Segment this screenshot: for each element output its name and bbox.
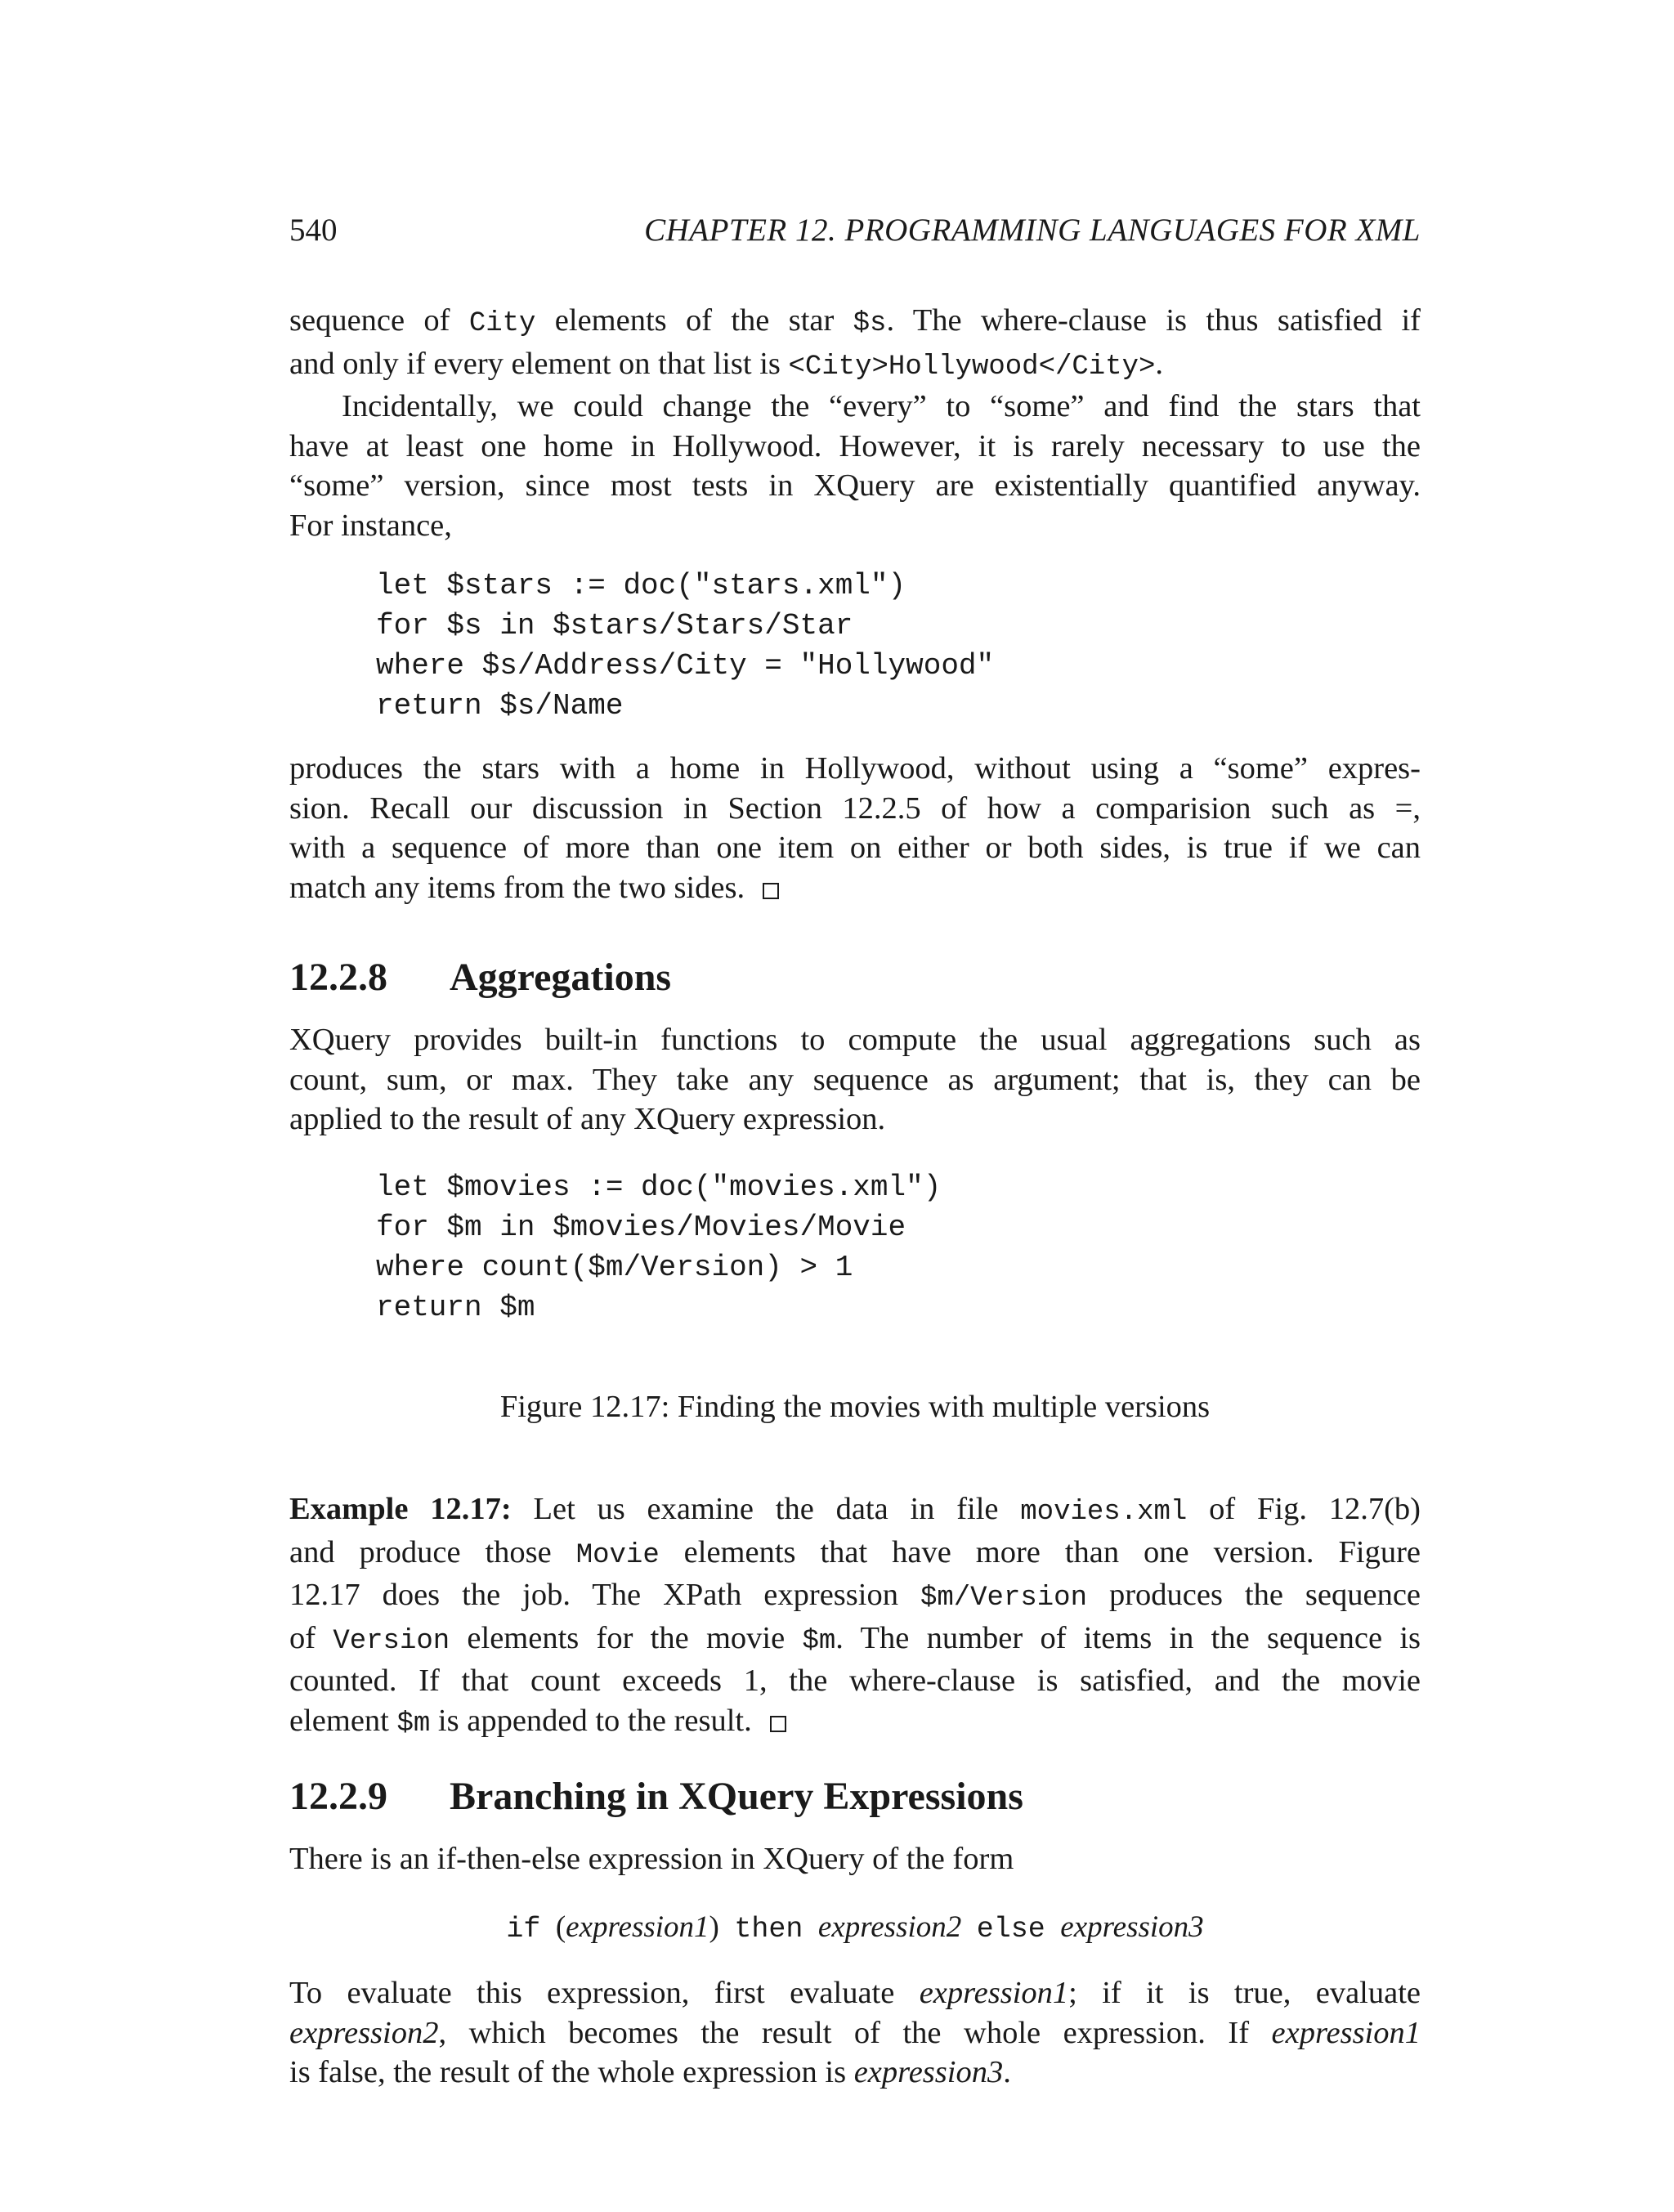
text-line: sequence of City elements of the star $s. The where-clause is thus satisfied if	[289, 303, 1421, 339]
code-block-movies	[376, 1167, 941, 1328]
text-line: count, sum, or max. They take any sequence as argument; that is, they can be	[289, 1062, 1421, 1097]
text-line: of Version elements for the movie $m. The number of items in the sequence is	[289, 1620, 1421, 1657]
text-line: element $m is appended to the result.	[289, 1701, 1421, 1744]
paragraph-if-then-else	[289, 1839, 1421, 1879]
example-label: Example 12.17:	[289, 1492, 512, 1526]
page-header	[289, 206, 1421, 255]
text-line: produces the stars with a home in Hollywood, without using a “some” expres-	[289, 751, 1421, 786]
end-of-proof-icon	[763, 883, 779, 899]
text-line: sion. Recall our discussion in Section 12.2.5 of how a comparision such as =,	[289, 790, 1421, 826]
example-12-17	[289, 1489, 1421, 1744]
text-line: XQuery provides built-in functions to compute the usual aggregations such as	[289, 1023, 1421, 1057]
text-line: counted. If that count exceeds 1, the where-clause is satisfied, and the movie	[289, 1663, 1421, 1699]
figure-caption: Figure 12.17: Finding the movies with multiple versions	[499, 1390, 1211, 1424]
text-line: There is an if-then-else expression in XQuery of the form	[289, 1842, 1014, 1876]
end-of-proof-icon	[770, 1716, 786, 1732]
code-line: return $s/Name	[376, 689, 624, 723]
section-number: 12.2.9	[289, 1775, 387, 1818]
text-line: Example 12.17: Let us examine the data in file movies.xml of Fig. 12.7(b)	[289, 1492, 1421, 1528]
section-number: 12.2.8	[289, 956, 387, 999]
text-line: expression2, which becomes the result of the whole expression. If expression1	[289, 2015, 1421, 2050]
text-line: 12.17 does the job. The XPath expression $m/Version produces the sequence	[289, 1578, 1421, 1614]
text-line: with a sequence of more than one item on either or both sides, is true if we can	[289, 831, 1421, 866]
text-line: For instance,	[289, 508, 452, 543]
code-line: let $stars := doc("stars.xml")	[376, 569, 906, 602]
text-line: have at least one home in Hollywood. However, it is rarely necessary to use the	[289, 428, 1421, 463]
text-line: and produce those Movie elements that have more than one version. Figure	[289, 1534, 1421, 1571]
page-number: 540	[289, 213, 338, 248]
text-line: To evaluate this expression, first evaluate expression1; if it is true, evaluate	[289, 1976, 1421, 2010]
text-line: “some” version, since most tests in XQuery are existentially quantified anyway.	[289, 468, 1421, 504]
code-line: for $m in $movies/Movies/Movie	[376, 1211, 906, 1244]
paragraph-aggregations	[289, 1020, 1421, 1140]
display-expression: if (expression1) then expression2 else expression3	[506, 1910, 1204, 1946]
text-line: and only if every element on that list is <City>Hollywood</City>.	[289, 346, 1164, 383]
section-title: Branching in XQuery Expressions	[450, 1775, 1023, 1818]
running-title: CHAPTER 12. PROGRAMMING LANGUAGES FOR XML	[644, 213, 1421, 248]
text-line: Incidentally, we could change the “every” to “some” and find the stars that	[342, 389, 1421, 424]
text-line: match any items from the two sides.	[289, 868, 1421, 908]
code-line: for $s in $stars/Stars/Star	[376, 609, 853, 643]
text-line: applied to the result of any XQuery expression.	[289, 1102, 886, 1137]
code-line: where count($m/Version) > 1	[376, 1251, 853, 1284]
paragraph-every-some	[289, 301, 1421, 546]
code-line: return $m	[376, 1291, 535, 1324]
code-line: where $s/Address/City = "Hollywood"	[376, 649, 995, 683]
code-block-stars	[376, 566, 994, 726]
paragraph-evaluate	[289, 1973, 1421, 2093]
section-heading-aggregations	[289, 953, 671, 1002]
section-title: Aggregations	[450, 956, 672, 999]
section-heading-branching	[289, 1772, 1023, 1821]
paragraph-hollywood	[289, 749, 1421, 907]
text-line: is false, the result of the whole expression is expression3.	[289, 2055, 1011, 2090]
code-line: let $movies := doc("movies.xml")	[376, 1171, 942, 1204]
